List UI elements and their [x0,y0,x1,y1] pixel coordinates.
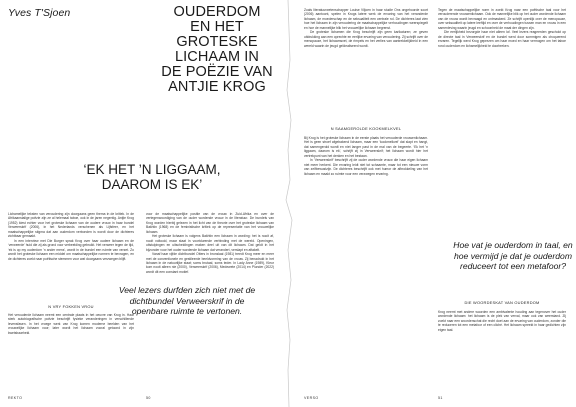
paragraph: Die eerlijkheid bezorgde haar niet alleen lof. Veel lezers reageerden geschokt op de directe taal in Verweerskrif en de bundel werd door sommigen als choquerend ervaren. Tegelijk werd Krog geprezen om haar moed en haar vermogen om het taboe rond ouderdom en lichamelijkheid te doorbreken. [438,30,566,48]
title-line: GROTESKE [176,34,258,50]
section-heading: N SAAMGEROLDE KOOKMELKVEL [330,126,402,131]
folio-label: REKTO [8,396,23,400]
paragraph: In ‘Verweerskrif’ beschrijft zij de ouder wordende vrouw die haar eigen lichaam niet meer herkent. Die ervaring leidt niet tot schaamte, maar tot een nieuwe vorm van zelfbewustzijn. De dichteres beschrijft ook met humor de afbrokkeling van het lichaam en maakt zo ruimte voor een verzwegen ervaring. [304,158,428,176]
paragraph: Krog neemt met andere woorden een ambivalente houding aan tegenover het ouder wordende lichaam: het lichaam is de plek van verval, maar ook van weerstand. Zij zoekt naar een woordenschat die recht doet aan de ervaring van ouderdom, zonder die te reduceren tot een metafoor of een cliché. Het lichaam spreekt in haar gedichten zijn eigen taal. [438,310,566,332]
paragraph: voor de maatschappelijke positie van de vrouw in Zuid-Afrika en over de vertegenwoordiging van de ouder wordende vrouw in de literatuur. De bundels van Krog worden hierbij gelezen in het licht van de theorie over het groteske lichaam van Bakhtin (1968) en de feministische kritiek op de representatie van het vrouwelijke lichaam. [146,212,274,234]
body-column [438,8,566,232]
title-line: DE POËZIE VAN [161,64,273,80]
body-column [146,212,274,282]
title-line: LICHAAM IN [175,49,259,65]
title-line: OUDERDOM [173,4,261,20]
section-heading: N VRY FOKKEN VROU [48,304,94,309]
paragraph: Lichamelijke teksten van veroudering zijn doorgaans geen thema in de kritiek. In de Afrikaanstalige poëzie zijn ze al helemaal taboe, ook in de jaren negentig. Antjie Krog (1952) kiest echter voor het groteske lichaam van de oudere vrouw in haar bundel Verweerskrif (2006), in het Nederlands verschenen als Lijfsfeer, en het maatschappelijke stigma dat aan ouderdom verbonden is wordt door de dichteres zichtbaar gemaakt. [8,212,134,239]
paragraph: Het groteske lichaam is volgens Bakhtin een lichaam in wording: het is nooit af, nooit voltooid, maar staat in voortdurende verbinding met de wereld. Openingen, uitstulpingen en uitscheidingen maken deel uit van dit lichaam. Dat geldt in het bijzonder voor het ouder wordende lichaam dat verandert, verslapt en aftakelt. [146,234,274,252]
title-line: EN HET [190,19,244,35]
folio-label: VERSO [304,396,319,400]
body-column [8,313,134,391]
paragraph: Tegen de maatschappelijke norm in zoekt Krog naar een poëtische taal voor het verouderende vrouwenlichaam. Ook de mannelijke blik op het ouder wordende lichaam van de vrouw wordt bevraagd en ontmaskerd. Ze schrijft openlijk over de menopauze, over seksualiteit op latere leeftijd en over de verhoudingen tussen man en vrouw in een samenleving waarin jeugd en schoonheid de maat der dingen zijn. [438,8,566,30]
body-column [438,310,566,390]
body-column [304,136,428,232]
paragraph: Zoals literatuurwetenschapper Louise Viljoen in haar studie Ons ongehoorde soort (2006) aantoont, spelen in Krogs latere werk de ervaring van het veranderde lichaam, de moederschap en de seksualiteit een centrale rol. De dichteres laat zien hoe het lichaam in zijn veroudering de maatschappelijke verhoudingen weerspiegelt en hoe de mannelijke blik het vrouwelijke lichaam begrenst. [304,8,428,30]
page-number: 50 [146,396,151,400]
paragraph: De groteske lichamen die Krog beschrijft zijn geen karikaturen; ze geven uitdrukking aan een oprechte en eerlijke ervaring van veroudering. Zij schrijft over de menopauze, het lichaamsvet, de rimpels en het verlies van aantrekkelijkheid in een wereld waarin de jeugd geïdealiseerd wordt. [304,30,428,48]
paragraph: Bij Krog is het groteske lichaam in de eerste plaats het verouderde vrouwenlichaam. Het is geen stroef afgebakend lichaam, maar een ‘kookmelkvel’ dat slapt en hangt, dat samengerold wordt en niet langer past in de mal van de begeerte. ‘Ek het ’n liggaam, daarom is ek’, schrijft zij in Verweerskrif; het lichaam wordt hier het vertrekpunt van het denken en het bestaan. [304,136,428,158]
quote-heading-line: DAAROM IS EK’ [101,176,203,192]
quote-heading-line: ‘EK HET ’N LIGGAAM, [83,162,221,177]
paragraph: In een interview met Die Burger sprak Krog over haar oudere lichaam en de ‘verweerde’ huid die zij als grond voor verbeelding gebruikt. Het verweer tegen de tijd, ‘ek is op my ouderdom ’n ander mens’, wordt in de bundel een ruimte van verzet. Zo wordt het groteske lichaam een middel om maatschappelijke normen te bevragen, en de dichteres zoekt naar poëtische stemmen voor wat doorgaans verzwegen blijft. [8,238,134,261]
paragraph: Vanaf haar vijfde dichtbundel Otters in bronslaai (1981) treedt Krog meer en meer met de conventionele en gestileerde beeldvorming van de vrouw. Zij benadrukt in het lichaam in de natuurlijke staat; soms brutaal, soms teder. In Lady Anne (1989), Kleur kom nooit alleen nie (2000), Verweerskrif (2006), Medewete (2014) en Plunder (2022) wordt dit een constant motief. [146,252,274,274]
title-line: ANTJIE KROG [168,79,266,95]
pull-quote: Veel lezers durfden zich niet met de dichtbundel Verweerskrif in de openbare ruimte te vertonen. [118,285,256,317]
pull-quote: Hoe vat je ouderdom in taal, en hoe vermijd je dat je ouderdom reduceert tot een metafoor? [453,240,573,271]
section-heading: DIE WOORDESKAT VAN OUDERDOM [464,300,540,305]
article-title [152,5,282,95]
page-number: 51 [438,396,443,400]
author-name: Yves T'Sjoen [8,7,71,19]
quote-heading [52,163,252,192]
body-column [304,8,428,116]
paragraph: Het verouderde lichaam neemt een centrale plaats in het oeuvre van Krog in. Haar sterk autobiografische poëzie beschrijft fysieke veranderingen in verschillende levensfasen. In het vroege werk van Krog komen moderne beelden van het vrouwelijke lichaam voor; later wordt het lichaam vooral getoond in zijn kwetsbaarheid. [8,313,134,335]
right-page [288,0,576,407]
